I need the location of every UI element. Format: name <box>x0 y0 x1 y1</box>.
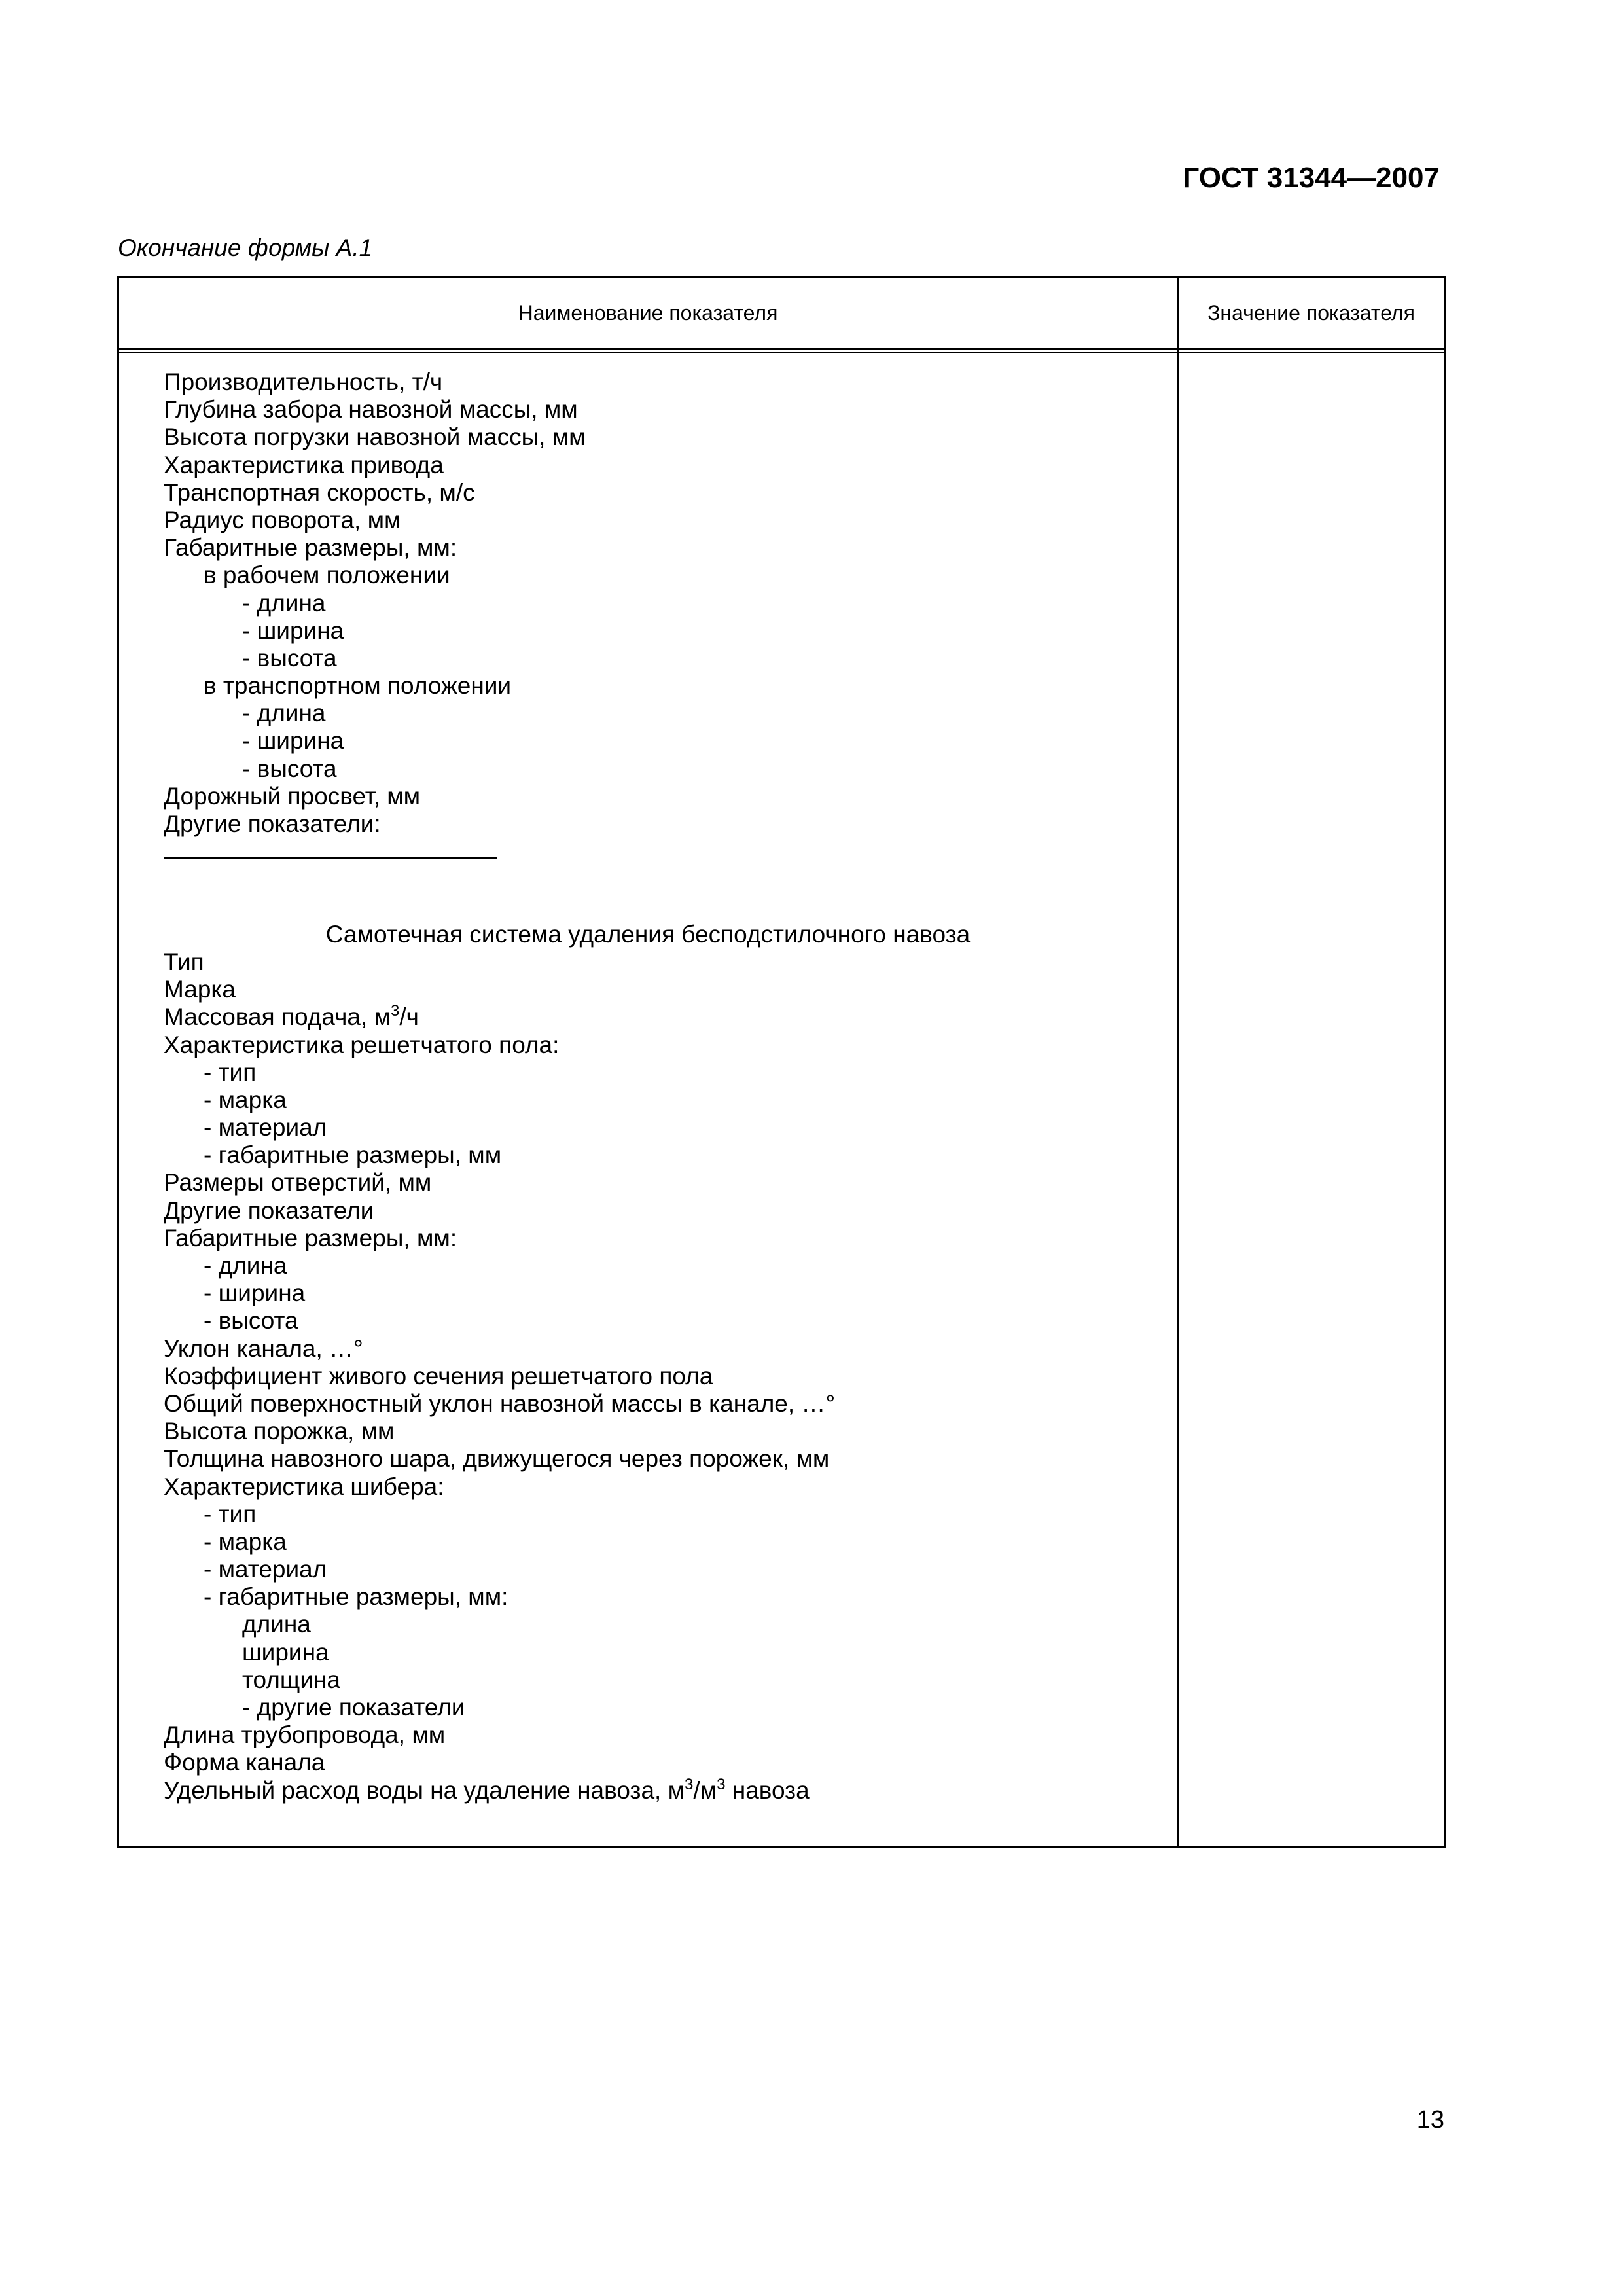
indicator-row <box>164 1197 1132 1225</box>
row-text: Транспортная скорость, м/с <box>164 478 475 506</box>
row-text: Другие показатели: <box>164 810 381 837</box>
indicator-row <box>164 645 1132 672</box>
row-text: Дорожный просвет, мм <box>164 782 421 810</box>
indicator-row <box>164 1777 1132 1804</box>
row-text: в транспортном положении <box>204 672 512 700</box>
section-heading <box>164 921 1132 948</box>
indicator-row <box>164 1086 1132 1114</box>
row-text: - материал <box>204 1114 327 1141</box>
column-header-value: Значение показателя <box>1207 301 1415 325</box>
indicator-row <box>164 1031 1132 1059</box>
row-text: Массовая подача, м <box>164 1003 391 1031</box>
row-text: - высота <box>204 1307 298 1335</box>
indicator-row <box>164 1721 1132 1749</box>
indicator-row <box>164 1583 1132 1611</box>
row-text: - высота <box>242 755 337 782</box>
row-text: Радиус поворота, мм <box>164 506 401 533</box>
row-text: - габаритные размеры, мм <box>204 1141 502 1169</box>
indicator-row <box>164 1556 1132 1583</box>
indicator-row <box>164 1390 1132 1418</box>
indicator-row <box>164 810 1132 838</box>
indicator-row <box>164 1169 1132 1196</box>
superscript: 3 <box>685 1775 694 1793</box>
indicator-row <box>164 534 1132 562</box>
superscript: 3 <box>390 1002 400 1020</box>
row-text: Уклон канала, …° <box>164 1335 363 1362</box>
indicator-row <box>164 1141 1132 1169</box>
row-text: Другие показатели <box>164 1196 374 1224</box>
row-text: - габаритные размеры, мм: <box>204 1583 508 1611</box>
indicator-row <box>164 1307 1132 1335</box>
indicator-list <box>164 368 1132 1804</box>
row-text: Высота погрузки навозной массы, мм <box>164 423 586 451</box>
indicator-row <box>164 1418 1132 1445</box>
row-text: - другие показатели <box>242 1694 465 1721</box>
indicator-row <box>164 976 1132 1003</box>
indicator-row <box>164 562 1132 589</box>
row-text: Характеристика решетчатого пола: <box>164 1031 560 1058</box>
row-text: - ширина <box>204 1280 306 1307</box>
row-text: - длина <box>242 700 326 727</box>
form-caption: Окончание формы А.1 <box>118 234 373 261</box>
row-text: Габаритные размеры, мм: <box>164 1224 457 1251</box>
row-text: длина <box>242 1611 311 1638</box>
indicator-row <box>164 1003 1132 1031</box>
row-text: /ч <box>399 1003 419 1031</box>
indicator-row <box>164 1694 1132 1721</box>
indicator-row <box>164 1639 1132 1666</box>
row-text: Характеристика шибера: <box>164 1473 444 1500</box>
row-text: в рабочем положении <box>204 562 450 589</box>
indicator-row <box>164 1363 1132 1390</box>
indicator-form-table <box>117 276 1446 1848</box>
indicator-row <box>164 1280 1132 1307</box>
indicator-row <box>164 1335 1132 1363</box>
page-number: 13 <box>1416 2106 1444 2134</box>
indicator-row <box>164 507 1132 534</box>
indicator-row <box>164 1611 1132 1638</box>
row-text: Удельный расход воды на удаление навоза, м <box>164 1776 685 1804</box>
indicator-row <box>164 590 1132 617</box>
row-text: Длина трубопровода, мм <box>164 1721 446 1749</box>
row-text: Самотечная система удаления бесподстилочного навоза <box>325 920 971 948</box>
indicator-row <box>164 368 1132 396</box>
row-text: Габаритные размеры, мм: <box>164 534 457 562</box>
blank-entry-line <box>164 838 1132 865</box>
row-text: - высота <box>242 644 337 672</box>
indicator-row <box>164 1225 1132 1252</box>
row-text: Общий поверхностный уклон навозной массы в канале, …° <box>164 1390 836 1417</box>
indicator-row <box>164 452 1132 479</box>
row-text: - длина <box>242 589 326 617</box>
column-divider <box>1177 278 1179 1846</box>
row-text: - тип <box>204 1500 257 1528</box>
column-header-name: Наименование показателя <box>518 301 778 325</box>
superscript: 3 <box>717 1775 726 1793</box>
row-text: Толщина навозного шара, движущегося через порожек, мм <box>164 1445 830 1473</box>
row-text: Форма канала <box>164 1749 325 1776</box>
row-text: навоза <box>725 1776 810 1804</box>
indicator-row <box>164 755 1132 783</box>
indicator-row <box>164 727 1132 755</box>
row-text: Коэффициент живого сечения решетчатого пола <box>164 1362 713 1390</box>
row-text: Характеристика привода <box>164 451 444 478</box>
indicator-row <box>164 617 1132 645</box>
blank-underline <box>164 840 497 859</box>
indicator-row <box>164 479 1132 507</box>
indicator-row <box>164 1501 1132 1528</box>
row-text: - ширина <box>242 617 344 644</box>
row-text: - материал <box>204 1556 327 1583</box>
indicator-row <box>164 1114 1132 1141</box>
indicator-row <box>164 1473 1132 1501</box>
indicator-row <box>164 1445 1132 1473</box>
indicator-row <box>164 1059 1132 1086</box>
row-text: - ширина <box>242 727 344 755</box>
row-text: ширина <box>242 1638 329 1666</box>
indicator-row <box>164 783 1132 810</box>
indicator-row <box>164 1666 1132 1694</box>
indicator-row <box>164 1252 1132 1280</box>
indicator-row <box>164 700 1132 727</box>
row-text: толщина <box>242 1666 341 1693</box>
row-text: - тип <box>204 1058 257 1086</box>
indicator-row <box>164 672 1132 700</box>
row-spacer <box>164 893 1132 921</box>
indicator-row <box>164 423 1132 451</box>
row-text: Размеры отверстий, мм <box>164 1169 432 1196</box>
header-double-rule <box>119 348 1444 353</box>
row-text: - марка <box>204 1086 287 1113</box>
row-text: Высота порожка, мм <box>164 1418 395 1445</box>
indicator-row <box>164 1749 1132 1776</box>
row-text: Марка <box>164 976 236 1003</box>
row-text: /м <box>693 1776 717 1804</box>
row-text: - марка <box>204 1528 287 1555</box>
row-spacer <box>164 865 1132 893</box>
row-text: Глубина забора навозной массы, мм <box>164 396 578 423</box>
document-standard-number: ГОСТ 31344—2007 <box>1183 162 1440 194</box>
indicator-row <box>164 396 1132 423</box>
row-text: Производительность, т/ч <box>164 368 443 395</box>
row-text: - длина <box>204 1252 287 1279</box>
row-text: Тип <box>164 948 204 975</box>
indicator-row <box>164 948 1132 976</box>
indicator-row <box>164 1528 1132 1556</box>
